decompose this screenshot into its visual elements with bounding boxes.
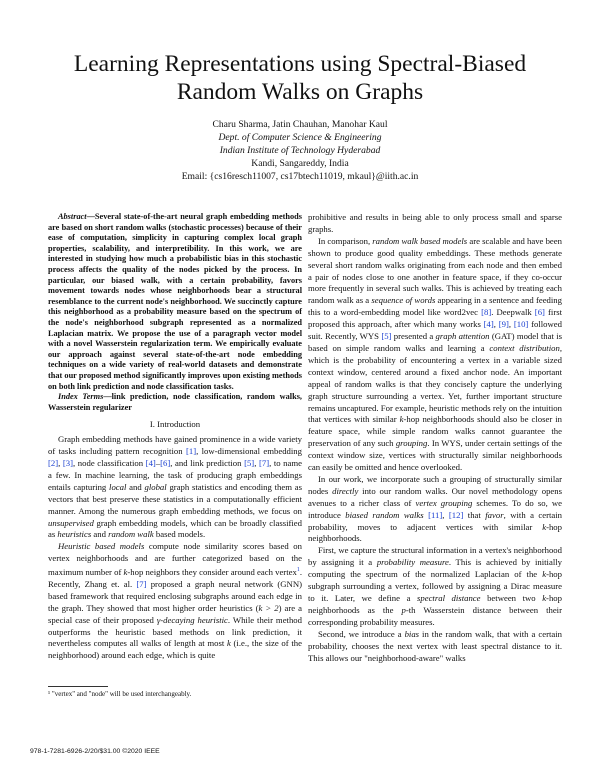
body-paragraph-random-walks: In comparison, random walk based models are scalable and have been shown to produce good quality embeddings. These methods generate several short random walks originating from each node and then embed a pair of nodes close to one another in feature space, if they co-occur more frequently in several such walks. This is achieved by treating each random walk as a sequence of words appearing in a sentence and feeding this to a word-embedding model like word2vec [8]. Deepwalk [6] first proposed this approach, after which many works [4], [9], [10] followed suit. Recently, WYS [5] presented a graph attention (GAT) model that is based on simple random walks and learning a context distribution, which is the probability of encountering a vertex in a variable sized context window, centered around a fixed anchor node. An important appeal of random walks is that they concisely capture the underlying graph structure surrounding a vertex. Yet, further important structure remains uncaptured. For example, heuristic methods rely on the intuition that vertices with similar k-hop neighborhoods should also be closer in feature space, while simple random walks cannot guarantee the preservation of any such grouping. In WYS, under certain settings of the context window size, vertices with structurally similar neighborhoods can easily be omitted and hence overlooked. — [308, 235, 563, 473]
title-line-1: Learning Representations using Spectral-Biased — [73, 51, 527, 77]
body-paragraph-first: First, we capture the structural information in a vertex's neighborhood by assigning it a probability measure. This is achieved by initially computing the spectrum of the normalized Laplacian of the k-hop subgraph surrounding a vertex, followed by assigning a Dirac measure to it. Later, we define a spectral distance between two k-hop neighborhoods as the p-th Wasserstein distance between their corresponding probability measures. — [308, 545, 562, 627]
body-paragraph-our-work: In our work, we incorporate such a grouping of structurally similar nodes directly into our random walks. Our novel methodology opens avenues to a richer class of vertex grouping schemes. To do so, we introduce biased random walks [11], [12] that favor, with a certain probability, moves to adjacent vertices with similar k-hop neighborhoods. — [308, 473, 563, 544]
author-location: Kandi, Sangareddy, India — [251, 158, 349, 169]
footnote-link[interactable]: 1 — [296, 567, 300, 574]
citation-link[interactable]: [12] — [448, 509, 464, 520]
author-institute: Indian Institute of Technology Hyderabad — [219, 145, 381, 156]
citation-link[interactable]: [2] — [48, 458, 59, 468]
abstract — [48, 212, 302, 392]
copyright-line: 978-1-7281-6926-2/20/$31.00 ©2020 IEEE — [30, 748, 160, 755]
footnote: ¹ "vertex" and "node" will be used interchangeably. — [48, 690, 192, 698]
author-dept: Dept. of Computer Science & Engineering — [218, 132, 382, 143]
citation-link[interactable]: [11] — [428, 509, 443, 520]
intro-paragraph-2: Heuristic based models compute node similarity scores based on vertex neighborhoods and are further categorized based on the maximum number of k-hop neighbors they consider around each vertex$^1$. Recently, Zhang et. al. [7] proposed a graph neural network (GNN) based framework that required enclosing subgraphs around each edge in the graph. They showed that most higher order heuristics (k > 2) are a special case of their proposed γ-decaying heuristic. While their method outperforms the heuristic based methods on link prediction, it nevertheless computes all walks of length at most k (i.e., the size of the neighborhood) around each edge, which is quite — [48, 541, 303, 661]
author-block — [0, 118, 600, 183]
body-paragraph-second: Second, we introduce a bias in the random walk, that with a certain probability, chooses the next vertex with least spectral distance to it. This allows our "neighborhood-aware" walks — [308, 628, 562, 663]
title-line-2: Random Walks on Graphs — [176, 79, 424, 105]
index-terms — [48, 392, 302, 413]
citation-link[interactable]: [1] — [185, 446, 197, 457]
citation-link[interactable]: [5] — [381, 331, 392, 342]
citation-link[interactable]: [5] — [244, 458, 255, 468]
citation-link[interactable]: [4] — [483, 319, 494, 330]
citation-link[interactable]: [6] — [160, 458, 171, 468]
citation-link[interactable]: [7] — [136, 578, 147, 589]
footnote-rule — [48, 686, 108, 687]
author-names: Charu Sharma, Jatin Chauhan, Manohar Kaul — [212, 119, 388, 130]
citation-link[interactable]: [9] — [498, 319, 509, 330]
abstract-label: Abstract — [58, 212, 87, 221]
index-terms-label: Index Terms — [58, 392, 104, 402]
citation-link[interactable]: [10] — [513, 319, 529, 330]
intro-paragraph-1: Graph embedding methods have gained prominence in a wide variety of tasks including pattern recognition [1], low-dimensional embedding [2], [3], node classification [4]–[6], and link prediction [5], [7], to name a few. In machine learning, the task of producing graph embeddings entails capturing local and global graph statistics and encoding them as vectors that best preserve these statistics in a computationally efficient manner. Among the numerous graph embedding methods, we focus on unsupervised graph embedding models, which can be broadly classified as heuristics and random walk based models. — [48, 434, 302, 540]
citation-link[interactable]: [3] — [62, 458, 74, 468]
abstract-text: —Several state-of-the-art neural graph embedding methods are based on short random walks (stochastic processes) because of their ease of computation, simplicity in capturing complex local graph properties, scalability, and interpretibility. In this work, we are interested in studying how much a probabilistic bias in this stochastic process affects the quality of the nodes picked by the process. In particular, our biased walk, with a certain probability, favors movement towards nodes whose neighborhoods bear a structural resemblance to the current node's neighborhood. We succinctly capture this neighborhood as a probability measure based on the spectrum of the node's neighborhood subgraph represented as a normalized Laplacian matrix. We propose the use of a paragraph vector model with a novel Wasserstein regularization term. We empirically evaluate our approach against several state-of-the-art node embedding techniques on a wide variety of real-world datasets and demonstrate that our proposed method significantly improves upon existing methods on both link prediction and node classification tasks. — [48, 212, 302, 391]
body-paragraph-continued: prohibitive and results in being able to only process small and sparse graphs. — [308, 212, 562, 234]
section-heading-introduction: I. Introduction — [149, 419, 201, 430]
citation-link[interactable]: [6] — [534, 307, 545, 318]
author-email: Email: {cs16resch11007, cs17btech11019, mkaul}@iith.ac.in — [181, 171, 419, 182]
index-terms-text: —link prediction, node classification, random walks, Wasserstein regularizer — [48, 392, 303, 412]
citation-link[interactable]: [7] — [258, 458, 270, 468]
right-column — [308, 212, 562, 664]
paper-title — [0, 50, 600, 106]
citation-link[interactable]: [4] — [145, 458, 156, 468]
left-column — [48, 212, 302, 662]
citation-link[interactable]: [8] — [481, 307, 492, 318]
